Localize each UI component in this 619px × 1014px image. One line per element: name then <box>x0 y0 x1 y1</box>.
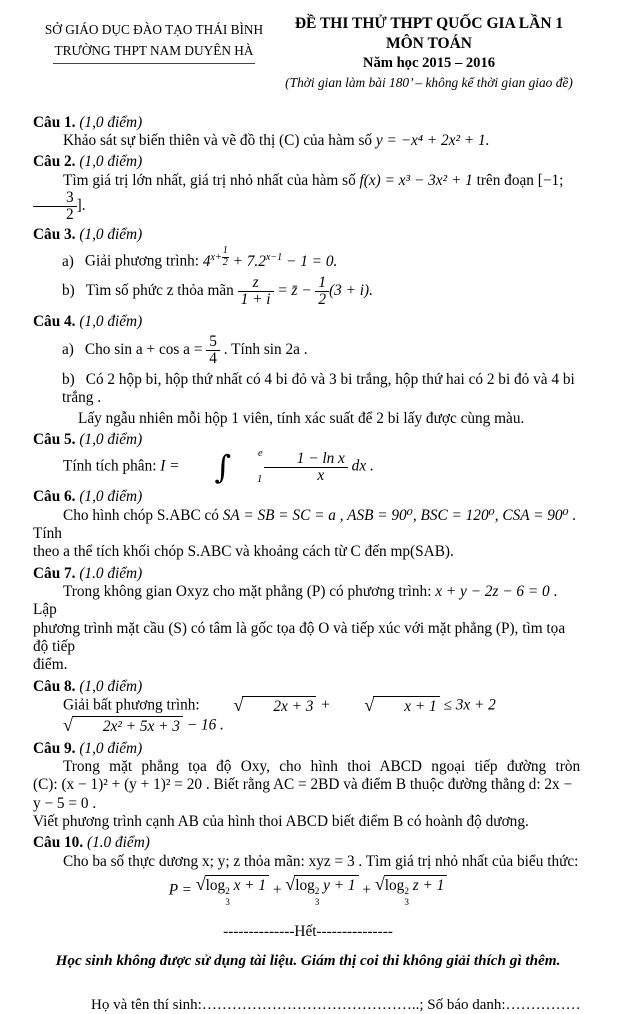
q4a-statement: Cho sin a + cos a = <box>84 340 207 358</box>
sqrt-expression <box>33 716 183 736</box>
q6-math: SA = SB = SC = a , ASB = 90⁰, BSC = 120⁰, CSA = 90⁰ . <box>222 506 577 524</box>
q10-line1: Cho ba số thực dương x; y; z thỏa mãn: xyz = 3 . Tìm giá trị nhỏ nhất của biểu thức: <box>63 852 579 870</box>
q3a-statement: Giải phương trình: <box>84 252 203 270</box>
sqrt-icon: √ <box>364 695 375 716</box>
q1-text <box>33 132 583 150</box>
exam-body <box>33 114 583 1014</box>
q3b-statement: Tìm số phức z thỏa mãn <box>85 282 238 300</box>
sqrt-body <box>384 875 448 907</box>
q4-heading <box>33 313 583 331</box>
sqrt-body: 2x + 3 <box>242 696 316 716</box>
q4b-marker: b) <box>62 370 75 388</box>
q5-heading <box>33 431 583 449</box>
q2-label: Câu 2. <box>33 153 76 171</box>
school-name-row <box>33 41 275 65</box>
q3-label: Câu 3. <box>33 226 76 244</box>
sqrt-expression <box>285 875 358 907</box>
fraction-denominator: 2 <box>318 291 327 309</box>
integral-icon: ∫ <box>214 448 232 487</box>
fraction-denominator: 1 + i <box>240 291 271 309</box>
log-sup: 2 <box>225 886 230 897</box>
q7-heading <box>33 565 583 583</box>
department-name: SỞ GIÁO DỤC ĐÀO TẠO THÁI BÌNH <box>44 22 264 37</box>
fraction-numerator: 3 <box>33 190 77 207</box>
sqrt-expression <box>196 875 269 907</box>
q3b-marker: b) <box>62 282 75 300</box>
log-sup: 2 <box>404 886 409 897</box>
school-block <box>33 14 275 92</box>
sqrt-icon: √ <box>374 874 385 895</box>
end-divider: --------------Hết--------------- <box>223 923 393 941</box>
q10-plus: + <box>358 881 375 899</box>
q3b-mid: = z̄ − <box>273 282 316 300</box>
q3a-exp-pre: x+ <box>210 251 222 263</box>
q3a-marker: a) <box>62 252 74 270</box>
q5-statement: Tính tích phân: <box>63 457 161 475</box>
q5-text <box>33 449 583 485</box>
sqrt-body: 2x² + 5x + 3 <box>72 716 183 736</box>
q2-mid: trên đoạn [−1; <box>472 171 564 189</box>
q4-points: (1,0 điểm) <box>79 313 143 331</box>
sqrt-body <box>294 875 358 907</box>
q3a-item <box>62 244 583 273</box>
q7-post: . Lập <box>33 582 558 619</box>
exam-note: Học sinh không được sử dụng tài liệu. Giám thị coi thi không giải thích gì thêm. <box>55 951 561 969</box>
log-sub: 3 <box>314 896 320 907</box>
q4-label: Câu 4. <box>33 313 76 331</box>
q3a-exponent2: x−1 <box>265 251 283 263</box>
fraction <box>264 451 348 484</box>
q7-points: (1.0 điểm) <box>79 564 143 582</box>
fraction-numerator: 1 <box>222 245 228 257</box>
q5-lhs: I = <box>160 457 184 475</box>
sqrt-icon: √ <box>285 874 296 895</box>
q4a-item <box>62 332 583 369</box>
q3-heading <box>33 226 583 244</box>
school-year: Năm học 2015 – 2016 <box>362 55 496 72</box>
q6-label: Câu 6. <box>33 488 76 506</box>
q6-heading <box>33 488 583 506</box>
q10-heading <box>33 834 583 852</box>
q3a-post: − 1 = 0. <box>282 252 338 270</box>
q5-label: Câu 5. <box>33 430 76 448</box>
q4b-item <box>62 369 583 410</box>
integral-lower-limit: 1 <box>257 473 263 485</box>
fraction-numerator: 5 <box>206 334 220 351</box>
q6-post: Tính <box>33 524 62 542</box>
fraction-denominator: 2 <box>222 257 228 269</box>
q9-line3: Viết phương trình cạnh AB của hình thoi ABCD biết điểm B có hoành độ dương. <box>33 813 529 831</box>
q2-heading <box>33 153 583 171</box>
q8-statement: Giải bất phương trình: <box>63 696 204 714</box>
q10-p-lhs: P = <box>168 881 196 899</box>
log-arg: x + 1 <box>229 877 267 895</box>
exam-title: ĐỀ THI THỬ THPT QUỐC GIA LẦN 1 <box>294 15 564 32</box>
log-text: log <box>384 877 405 895</box>
q4b-line2: Lấy ngẫu nhiên mỗi hộp 1 viên, tính xác suất để 2 bi lấy được cùng màu. <box>78 409 525 427</box>
sqrt-expression <box>203 696 316 716</box>
q1-heading <box>33 114 583 132</box>
candidate-info-line: Họ và tên thí sinh:……………………………………..; Số báo danh:…………… <box>91 996 581 1013</box>
log-arg: y + 1 <box>319 877 356 895</box>
q1-points: (1,0 điểm) <box>79 113 143 131</box>
log-text: log <box>205 877 226 895</box>
q10-plus: + <box>269 881 286 899</box>
integral-limits <box>228 449 263 485</box>
fraction-numerator: 1 − ln x <box>264 451 348 468</box>
q1-statement: Khảo sát sự biến thiên và vẽ đồ thị (C) của hàm số <box>63 132 376 150</box>
fraction <box>238 275 274 308</box>
q10-label: Câu 10. <box>33 834 84 852</box>
q5-post: dx . <box>347 457 374 475</box>
sqrt-expression <box>375 875 447 907</box>
q5-points: (1,0 điểm) <box>79 430 143 448</box>
fraction <box>222 246 229 268</box>
time-note: (Thời gian làm bài 180’ – không kể thời gian giao đề) <box>285 75 573 91</box>
q2-function: f(x) = x³ − 3x² + 1 <box>359 171 473 189</box>
q3a-equation <box>202 245 338 270</box>
q3a-base: 4 <box>202 252 211 270</box>
q7-label: Câu 7. <box>33 564 76 582</box>
fraction <box>33 190 77 223</box>
log-sub: 3 <box>225 896 230 907</box>
q6-points: (1,0 điểm) <box>79 488 143 506</box>
q8-points: (1,0 điểm) <box>79 677 143 695</box>
fraction-numerator: z <box>238 275 274 292</box>
integral-upper-limit: e <box>258 448 263 460</box>
q6-statement: Cho hình chóp S.ABC có <box>63 506 223 524</box>
q7-line1 <box>33 583 583 620</box>
sqrt-icon: √ <box>195 874 206 895</box>
fraction <box>206 334 220 367</box>
q8-text <box>33 696 583 737</box>
q2-text <box>33 172 583 223</box>
q9-line1: Trong mặt phẳng tọa độ Oxy, cho hình thoi ABCD ngoại tiếp đường tròn <box>63 758 581 776</box>
log-text: log <box>295 877 315 895</box>
q2-statement: Tìm giá trị lớn nhất, giá trị nhỏ nhất của hàm số <box>63 171 360 189</box>
q3b-item <box>62 273 583 310</box>
q3a-mid: + 7.2 <box>228 252 266 270</box>
log-sup: 2 <box>314 886 320 897</box>
q6-line1 <box>33 507 583 544</box>
sqrt-body <box>205 875 269 907</box>
q1-formula: y = −x⁴ + 2x² + 1. <box>375 132 490 150</box>
q8-post: − 16 . <box>182 717 224 735</box>
q8-heading <box>33 678 583 696</box>
q3b-equation <box>238 274 373 309</box>
q7-equation: x + y − 2z − 6 = 0 <box>435 582 550 600</box>
q10-expression <box>33 875 583 907</box>
sqrt-expression <box>334 696 439 716</box>
q4a-marker: a) <box>62 340 74 358</box>
q3-points: (1,0 điểm) <box>79 226 143 244</box>
q9-points: (1,0 điểm) <box>79 739 143 757</box>
header <box>33 14 583 92</box>
fraction-denominator: 2 <box>66 206 74 224</box>
q7-line2: phương trình mặt cầu (S) có tâm là gốc tọa độ O và tiếp xúc với mặt phẳng (P), tìm tọa độ tiếp <box>33 619 566 655</box>
integral <box>184 449 262 485</box>
fraction-denominator: 4 <box>209 349 217 367</box>
q9-label: Câu 9. <box>33 739 76 757</box>
q2-points: (1,0 điểm) <box>79 153 143 171</box>
fraction-denominator: x <box>317 466 325 484</box>
q3b-post: (3 + i). <box>329 282 373 300</box>
q7-statement: Trong không gian Oxyz cho mặt phẳng (P) có phương trình: <box>63 582 436 600</box>
school-name: TRƯỜNG THPT NAM DUYÊN HÀ <box>53 41 256 65</box>
sqrt-body: x + 1 <box>373 696 439 716</box>
sqrt-icon: √ <box>233 695 244 716</box>
log-arg: z + 1 <box>408 877 445 895</box>
exam-title-block <box>275 14 583 92</box>
sqrt-icon: √ <box>63 715 73 736</box>
q8-label: Câu 8. <box>33 677 76 695</box>
q4b-line1: Có 2 hộp bi, hộp thứ nhất có 4 bi đỏ và 3 bi trắng, hộp thứ hai có 2 bi đỏ và 4 bi trắng . <box>62 370 575 407</box>
q8-mid: ≤ 3x + 2 <box>439 696 496 714</box>
fraction-numerator: 1 <box>315 275 329 292</box>
q2-post: ]. <box>76 197 86 215</box>
q9-heading <box>33 740 583 758</box>
q10-points: (1.0 điểm) <box>86 834 150 852</box>
q1-label: Câu 1. <box>33 113 76 131</box>
fraction <box>315 275 329 308</box>
exam-subject: MÔN TOÁN <box>386 35 472 53</box>
q4a-post: . Tính sin 2a . <box>219 340 308 358</box>
q9-line2: (C): (x − 1)² + (y + 1)² = 20 . Biết rằng AC = 2BD và điểm B thuộc đường thẳng d: 2x − y − 5 = 0 . <box>33 776 573 812</box>
q3a-exponent <box>210 245 228 269</box>
q8-plus: + <box>316 696 335 714</box>
q7-line3: điểm. <box>33 656 68 674</box>
log-sub: 3 <box>404 896 409 907</box>
q6-line2: theo a thể tích khối chóp S.ABC và khoảng cách từ C đến mp(SAB). <box>33 543 454 561</box>
